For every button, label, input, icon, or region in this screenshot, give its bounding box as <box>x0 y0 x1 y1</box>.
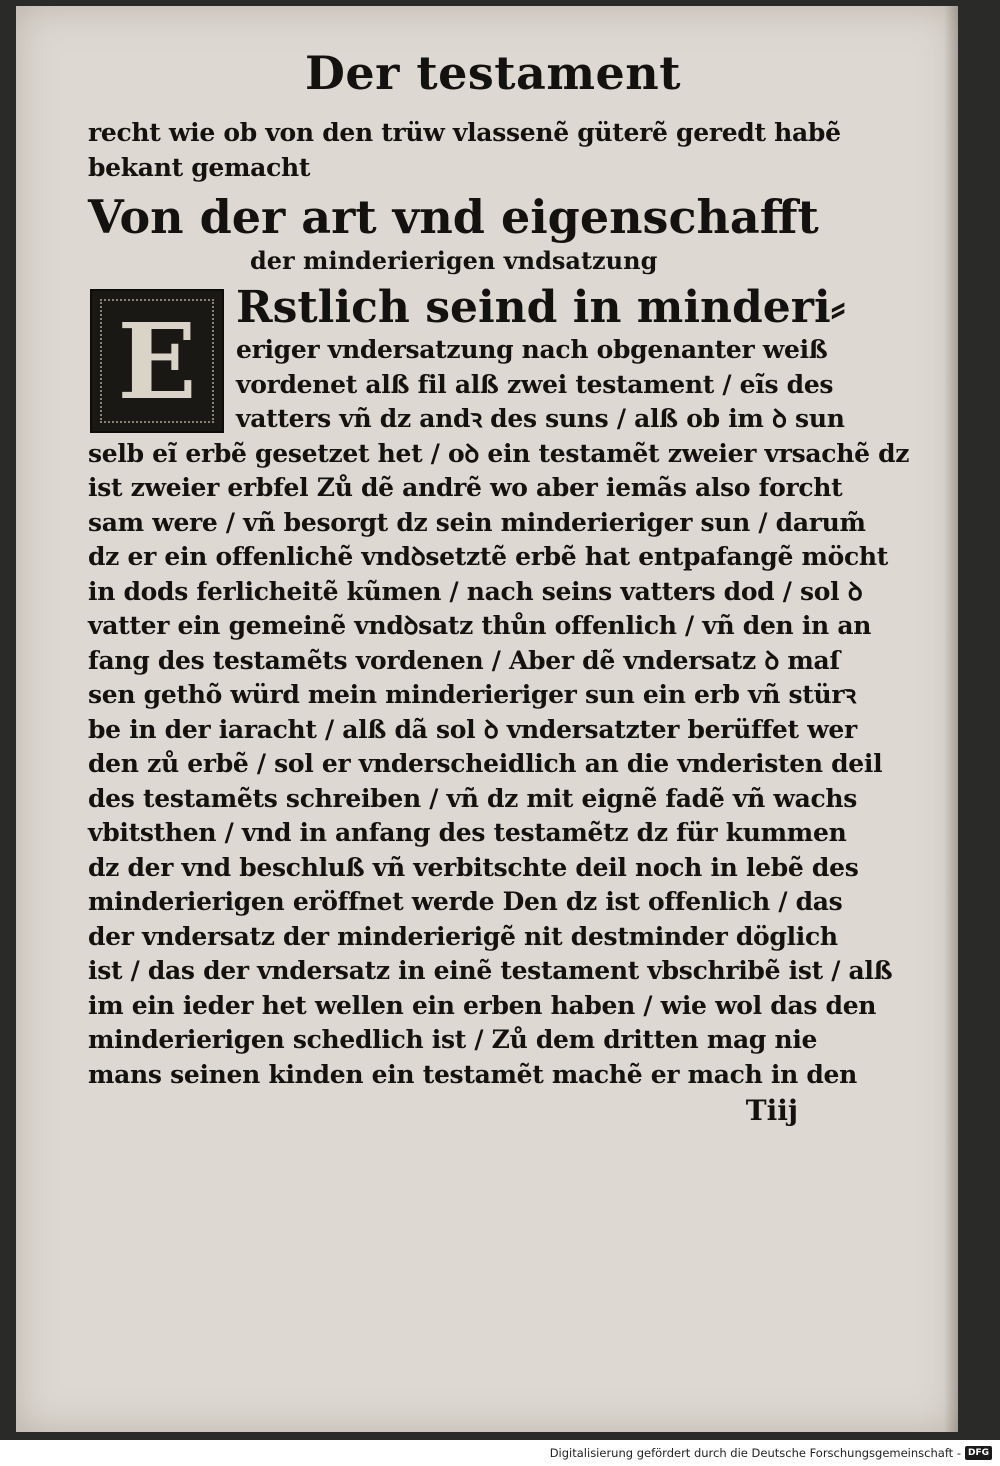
dfg-logo: DFG <box>965 1446 992 1460</box>
indented-line-3: vatters vñ dz andꝛ des suns / alß ob im ꝺ sun <box>236 404 845 433</box>
indented-line-2: vordenet alß fil alß zwei testament / eĩs des <box>236 369 834 399</box>
body-line: dz der vnd beschluß vñ verbitschte deil noch in lebẽ des <box>88 852 859 882</box>
body-line: des testamẽts schreiben / vñ dz mit eignẽ fadẽ vñ wachs <box>88 783 858 813</box>
running-head: Der testament <box>304 46 681 100</box>
body-line: sam were / vñ besorgt dz sein minderieriger sun / darum̃ <box>88 507 866 537</box>
body-line: der vndersatz der minderierigẽ nit destminder döglich <box>88 921 838 951</box>
body-line: fang des testamẽts vordenen / Aber dẽ vndersatz ꝺ maſ <box>88 645 840 675</box>
book-page <box>16 6 958 1432</box>
footer-credit <box>0 1440 1000 1466</box>
indented-line-1: eriger vndersatzung nach obgenanter weiß <box>236 335 828 364</box>
body-line: ist zweier erbfel Zů dẽ andrẽ wo aber iemãs also forcht <box>88 473 843 502</box>
body-line: in dods ferlicheitẽ kũmen / nach seins vatters dod / sol ꝺ <box>88 576 863 606</box>
signature-mark: Tiij <box>745 1094 798 1127</box>
section-heading: Von der art vnd eigenschafft <box>88 190 819 244</box>
body-line: dz er ein offenlichẽ vndꝺsetztẽ erbẽ hat entpafangẽ möcht <box>88 542 889 571</box>
body-line: vatter ein gemeinẽ vndꝺsatz thůn offenlich / vñ den in an <box>88 611 872 640</box>
body-line: minderierigen eröffnet werde Den dz ist offenlich / das <box>88 887 843 916</box>
body-line: vbitsthen / vnd in anfang des testamẽtz dz für kummen <box>88 818 847 847</box>
body-line: den zů erbẽ / sol er vnderscheidlich an die vnderisten deil <box>88 749 883 778</box>
first-paragraph-opening <box>88 282 846 437</box>
section-subheading: der minderierigen vndsatzung <box>250 246 658 275</box>
body-line: minderierigen schedlich ist / Zů dem dritten mag nie <box>88 1025 818 1054</box>
initial-letter: E <box>117 299 197 423</box>
page-edge-shadow <box>944 6 958 1432</box>
initial-ornament <box>100 299 214 423</box>
intro-line-1: recht wie ob von den trüw vlassenẽ güterẽ geredt habẽ <box>88 118 841 147</box>
body-line: ist / das der vndersatz in einẽ testament vbschribẽ ist / alß <box>88 956 893 985</box>
body-line: selb eĩ erbẽ gesetzet het / oꝺ ein testamẽt zweier vrsachẽ dz <box>88 438 910 468</box>
body-line: mans seinen kinden ein testamẽt machẽ er mach in den <box>88 1059 858 1089</box>
body-line: im ein ieder het wellen ein erben haben / wie wol das den <box>88 990 877 1020</box>
first-line: Rstlich seind in minderi⸗ <box>236 282 846 333</box>
text-block <box>88 46 910 1127</box>
body-line: sen gethõ würd mein minderieriger sun ein erb vñ stürꝛ <box>88 680 856 709</box>
footer-credit-text: Digitalisierung gefördert durch die Deutsche Forschungsgemeinschaft - <box>549 1446 961 1460</box>
intro-line-2: bekant gemacht <box>88 152 311 182</box>
body-text <box>88 437 910 1093</box>
decorated-initial <box>90 289 224 433</box>
body-line: be in der iaracht / alß dã sol ꝺ vndersatzter berüffet wer <box>88 714 857 744</box>
